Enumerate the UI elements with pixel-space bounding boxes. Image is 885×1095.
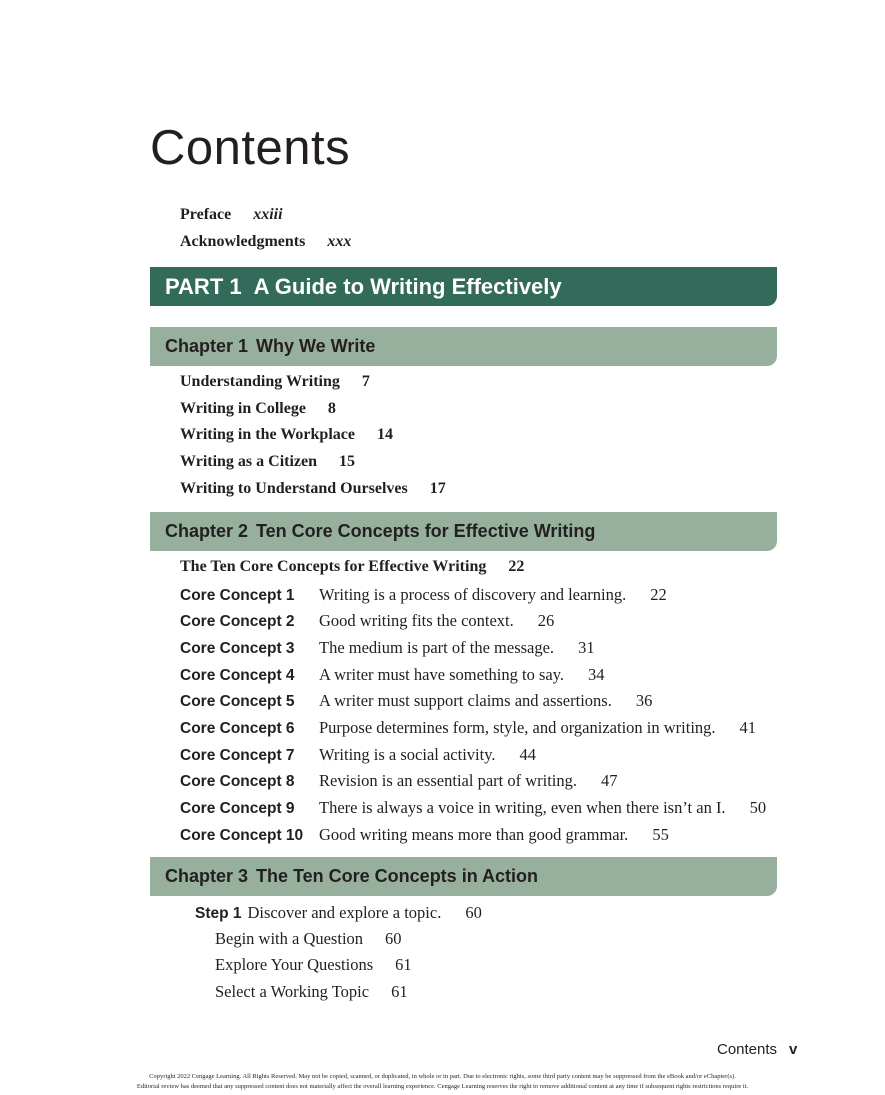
concept-text: A writer must support claims and assertions.: [319, 691, 612, 710]
entry-label: Begin with a Question: [215, 929, 364, 948]
core-concept-entry[interactable]: [180, 798, 766, 818]
entry-page: xxiii: [253, 206, 283, 223]
chapter-heading: [150, 512, 777, 551]
core-concept-entry[interactable]: [180, 691, 652, 711]
toc-subentry[interactable]: [215, 929, 402, 949]
toc-entry[interactable]: [180, 558, 524, 576]
part-title: A Guide to Writing Effectively: [253, 274, 562, 299]
entry-page: 22: [508, 558, 525, 575]
core-concept-entry[interactable]: [180, 585, 667, 605]
entry-page: 50: [749, 798, 767, 817]
part-number: PART 1: [165, 274, 242, 299]
entry-page: xxx: [327, 233, 352, 250]
step-entry[interactable]: [195, 903, 482, 923]
entry-page: 55: [652, 825, 669, 844]
chapter-heading: [150, 327, 777, 366]
copyright-notice: [20, 1072, 865, 1092]
chapter-number: Chapter 1: [165, 336, 249, 356]
chapter-title: Ten Core Concepts for Effective Writing: [256, 521, 596, 541]
entry-page: 17: [429, 480, 446, 497]
chapter-title: The Ten Core Concepts in Action: [256, 866, 539, 886]
entry-label: Writing in College: [180, 400, 306, 417]
entry-page: 44: [519, 745, 537, 764]
toc-entry[interactable]: [180, 480, 446, 498]
concept-text: A writer must have something to say.: [319, 665, 565, 684]
copyright-line: Editorial review has deemed that any suppressed content does not materially affect the overall learning experience. Cengage Learning reserves the right to remove additional content at any time if subsequent rights restrictions require it.: [136, 1083, 749, 1090]
core-concept-entry[interactable]: [180, 665, 605, 685]
core-concept-entry[interactable]: [180, 745, 536, 765]
toc-entry[interactable]: [180, 373, 370, 391]
part-heading: [150, 267, 777, 306]
concept-text: Purpose determines form, style, and organization in writing.: [319, 718, 716, 737]
concept-label: Core Concept 4: [180, 667, 295, 684]
entry-label: Select a Working Topic: [215, 982, 370, 1001]
core-concept-entry[interactable]: [180, 718, 756, 738]
entry-page: 61: [391, 982, 408, 1001]
entry-page: 60: [385, 929, 402, 948]
core-concept-entry[interactable]: [180, 638, 595, 658]
chapter-number: Chapter 3: [165, 866, 249, 886]
running-footer: [717, 1041, 797, 1058]
concept-label: Core Concept 9: [180, 800, 295, 817]
entry-page: 60: [465, 903, 482, 922]
concept-label: Core Concept 8: [180, 773, 295, 790]
entry-label: Explore Your Questions: [215, 955, 374, 974]
concept-label: Core Concept 5: [180, 693, 295, 710]
concept-text: Good writing means more than good grammar.: [319, 825, 629, 844]
copyright-line: Copyright 2022 Cengage Learning. All Rights Reserved. May not be copied, scanned, or duplicated, in whole or in part. Due to electronic rights, some third party content may be suppressed from the eBook and/or eChapter(s).: [149, 1073, 736, 1080]
page-title: Contents: [150, 121, 351, 175]
entry-label: Writing in the Workplace: [180, 426, 355, 443]
entry-page: 36: [635, 691, 653, 710]
chapter-heading: [150, 857, 777, 896]
concept-label: Core Concept 7: [180, 747, 295, 764]
entry-label: Writing as a Citizen: [180, 453, 318, 470]
concept-label: Core Concept 10: [180, 827, 304, 844]
concept-text: There is always a voice in writing, even when there isn’t an I.: [319, 798, 726, 817]
entry-page: 15: [339, 453, 356, 470]
entry-label: Understanding Writing: [180, 373, 340, 390]
entry-label: Preface: [180, 206, 232, 223]
entry-page: 22: [650, 585, 667, 604]
entry-page: 7: [361, 373, 370, 390]
concept-text: The medium is part of the message.: [319, 638, 555, 657]
toc-subentry[interactable]: [215, 955, 412, 975]
footer-section: Contents: [717, 1041, 778, 1058]
toc-entry-preface[interactable]: [180, 206, 283, 224]
concept-label: Core Concept 1: [180, 587, 295, 604]
entry-label: Acknowledgments: [180, 233, 306, 250]
entry-page: 31: [578, 638, 595, 657]
entry-page: 8: [327, 400, 336, 417]
step-label: Step 1: [195, 905, 242, 922]
core-concept-entry[interactable]: [180, 825, 669, 845]
toc-entry[interactable]: [180, 453, 355, 471]
entry-page: 34: [588, 665, 605, 684]
concept-label: Core Concept 6: [180, 720, 295, 737]
page-number: v: [789, 1041, 798, 1058]
toc-entry-acknowledgments[interactable]: [180, 233, 351, 251]
chapter-title: Why We Write: [256, 336, 376, 356]
core-concept-entry[interactable]: [180, 611, 554, 631]
toc-entry[interactable]: [180, 400, 336, 418]
chapter-number: Chapter 2: [165, 521, 249, 541]
core-concept-entry[interactable]: [180, 771, 618, 791]
toc-subentry[interactable]: [215, 982, 408, 1002]
concept-label: Core Concept 3: [180, 640, 295, 657]
concept-text: Good writing fits the context.: [319, 611, 514, 630]
toc-entry[interactable]: [180, 426, 393, 444]
concept-label: Core Concept 2: [180, 613, 295, 630]
entry-label: The Ten Core Concepts for Effective Writing: [180, 558, 487, 575]
entry-page: 41: [739, 718, 757, 737]
entry-label: Writing to Understand Ourselves: [180, 480, 408, 497]
concept-text: Writing is a social activity.: [319, 745, 496, 764]
entry-page: 47: [601, 771, 618, 790]
concept-text: Writing is a process of discovery and learning.: [319, 585, 627, 604]
entry-page: 61: [395, 955, 412, 974]
entry-page: 26: [537, 611, 555, 630]
entry-page: 14: [376, 426, 393, 443]
concept-text: Revision is an essential part of writing.: [319, 771, 577, 790]
step-text: Discover and explore a topic.: [247, 903, 442, 922]
